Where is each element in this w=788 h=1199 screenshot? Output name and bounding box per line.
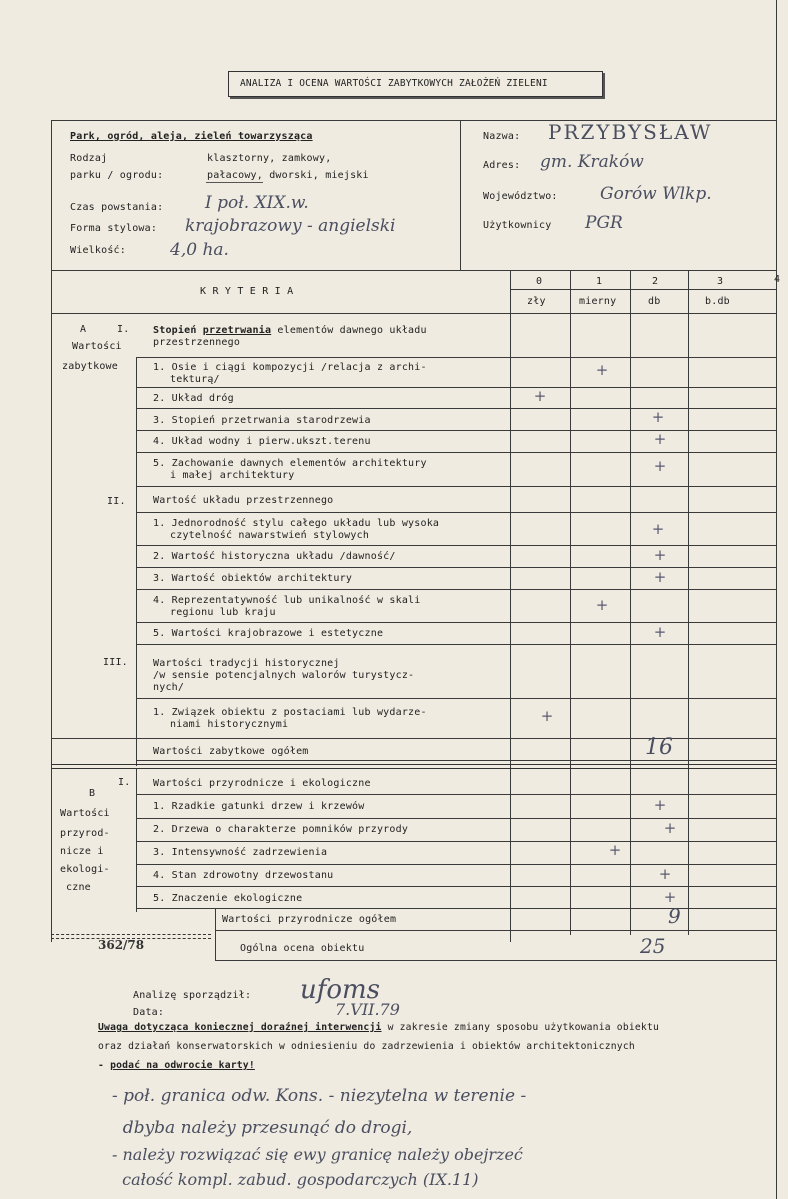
criterion-a2-4: 4. Reprezentatywność lub unikalność w skali [153,595,421,606]
criterion-a2-3: 3. Wartość obiektów architektury [153,573,353,584]
section-b-roman: I. [118,777,131,788]
section-a-letter: A [80,324,87,335]
archive-number: 362/78 [98,938,145,952]
total-b-value: 9 [668,904,681,928]
group2-roman: II. [107,496,126,507]
criterion-a1-3: 3. Stopień przetrwania starodrzewia [153,415,371,426]
criterion-a1-2: 2. Układ dróg [153,393,234,404]
section-a-name-1: Wartości [72,341,122,352]
rodzaj-label: Rodzaj [70,153,108,164]
criterion-a1-5: 5. Zachowanie dawnych elementów architektury [153,458,427,469]
group1-heading-1: Stopień przetrwania elementów dawnego układu [153,325,427,336]
uwaga-line-2: oraz działań konserwatorskich w odniesieniu do zadrzewienia i obiektów architektonicznych [98,1041,635,1052]
park-type-heading: Park, ogród, aleja, zieleń towarzysząca [70,131,313,142]
score-3: 3 [717,276,724,287]
data-label: Data: [133,1007,165,1018]
mark-a2-2: + [653,546,667,564]
czas-value: I poł. XIX.w. [205,193,309,213]
mark-b-3: + [608,841,622,859]
score-label-mierny: mierny [579,296,617,307]
criterion-a2-1: 1. Jednorodność stylu całego układu lub wysoka [153,518,440,529]
analiza-label: Analizę sporządził: [133,990,252,1001]
criterion-a2-2: 2. Wartość historyczna układu /dawność/ [153,551,396,562]
score-label-db: db [648,296,661,307]
mark-b-5: + [663,888,677,906]
criteria-header: K R Y T E R I A [200,286,294,297]
rodzaj-label-2: parku / ogrodu: [70,170,164,181]
score-1: 1 [596,276,603,287]
rodzaj-options-2: pałacowy, dworski, miejski [207,170,369,181]
section-a-roman: I. [117,324,130,335]
section-b-name-2: przyrod- [60,828,110,839]
page-title: ANALIZA I OCENA WARTOŚCI ZABYTKOWYCH ZAŁOŻEŃ ZIELENI [240,78,548,89]
total-a-label: Wartości zabytkowe ogółem [153,746,309,757]
group1-heading-2: przestrzennego [153,337,241,348]
criterion-a1-1: 1. Osie i ciągi kompozycji /relacja z archi- [153,362,427,373]
handwritten-note-3: - należy rozwiązać się ewy granicę należy obejrzeć [112,1145,523,1164]
mark-a1-1: + [595,361,609,379]
rodzaj-options-1: klasztorny, zamkowy, [207,153,332,164]
total-b-label: Wartości przyrodnicze ogółem [222,914,397,925]
mark-b-4: + [658,865,672,883]
wojewodztwo-value: Gorów Wlkp. [600,184,712,204]
section-separator [51,764,776,769]
wielkosc-value: 4,0 ha. [170,240,229,260]
uzytkownicy-value: PGR [585,213,623,233]
mark-a3-1: + [540,707,554,725]
group3-roman: III. [103,657,128,668]
handwritten-note-1: - poł. granica odw. Kons. - niezytelna w terenie - [112,1086,527,1106]
criterion-a3-1: 1. Związek obiektu z postaciami lub wydarze- [153,707,427,718]
criterion-a2-4b: regionu lub kraju [170,607,276,618]
right-margin-line [776,0,777,1199]
mark-b-2: + [663,819,677,837]
overall-label: Ogólna ocena obiektu [240,943,365,954]
score-2: 2 [652,276,659,287]
forma-label: Forma stylowa: [70,223,158,234]
adres-value: gm. Kraków [540,152,644,172]
mark-a2-4: + [595,596,609,614]
group3-heading-2: /w sensie potencjalnych walorów turystycz- [153,670,415,681]
group2-heading: Wartość układu przestrzennego [153,495,334,506]
mark-a1-5: + [653,457,667,475]
criterion-b-3: 3. Intensywność zadrzewienia [153,847,328,858]
mark-a1-2: + [533,387,547,405]
nazwa-label: Nazwa: [483,131,521,142]
section-b-name-4: ekologi- [60,864,110,875]
total-a-value: 16 [645,735,673,760]
forma-value: krajobrazowy - angielski [185,216,396,236]
criterion-a2-1b: czytelność nawarstwień stylowych [170,530,370,541]
score-0: 0 [536,276,543,287]
criterion-b-2: 2. Drzewa o charakterze pomników przyrody [153,824,409,835]
section-b-name-1: Wartości [60,808,110,819]
mark-a1-4: + [653,430,667,448]
palacowy-underline [206,182,263,183]
section-b-name-3: nicze i [60,846,104,857]
score-label-zly: zły [527,296,546,307]
score-label-bdb: b.db [705,296,730,307]
criterion-a3-1b: niami historycznymi [170,719,289,730]
nazwa-value: PRZYBYSŁAW [548,120,713,144]
handwritten-note-2: dbyba należy przesunąć do drogi, [112,1118,413,1138]
group3-heading-3: nych/ [153,682,185,693]
section-a-name-2: zabytkowe [62,361,118,372]
mark-a2-3: + [653,568,667,586]
czas-label: Czas powstania: [70,202,164,213]
criterion-a2-5: 5. Wartości krajobrazowe i estetyczne [153,628,384,639]
criterion-b-1: 1. Rzadkie gatunki drzew i krzewów [153,801,365,812]
adres-label: Adres: [483,160,521,171]
score-4: 4 [774,274,781,285]
section-b-letter: B [89,788,96,799]
mark-b-1: + [653,796,667,814]
handwritten-note-4: całość kompl. zabud. gospodarczych (IX.11) [112,1170,479,1189]
uwaga-line-3: - podać na odwrocie karty! [98,1060,255,1071]
group3-heading-1: Wartości tradycji historycznej [153,658,340,669]
criterion-b-4: 4. Stan zdrowotny drzewostanu [153,870,334,881]
mark-a2-5: + [653,623,667,641]
criterion-b-5: 5. Znaczenie ekologiczne [153,893,303,904]
wojewodztwo-label: Województwo: [483,191,558,202]
section-b-name-5: czne [66,882,91,893]
uwaga-line-1: Uwaga dotycząca koniecznej doraźnej interwencji w zakresie zmiany sposobu użytkowania obiektu [98,1022,660,1033]
criterion-a1-4: 4. Układ wodny i pierw.ukszt.terenu [153,436,371,447]
wielkosc-label: Wielkość: [70,245,126,256]
criterion-a1-1b: tekturą/ [170,374,220,385]
data-value: 7.VII.79 [335,1000,400,1019]
criterion-a1-5b: i małej architektury [170,470,295,481]
uzytkownicy-label: Użytkownicy [483,220,552,231]
section-b-heading: Wartości przyrodnicze i ekologiczne [153,778,371,789]
signature: ufoms [300,975,381,1005]
mark-a2-1: + [651,520,665,538]
mark-a1-3: + [651,408,665,426]
overall-value: 25 [640,934,666,958]
